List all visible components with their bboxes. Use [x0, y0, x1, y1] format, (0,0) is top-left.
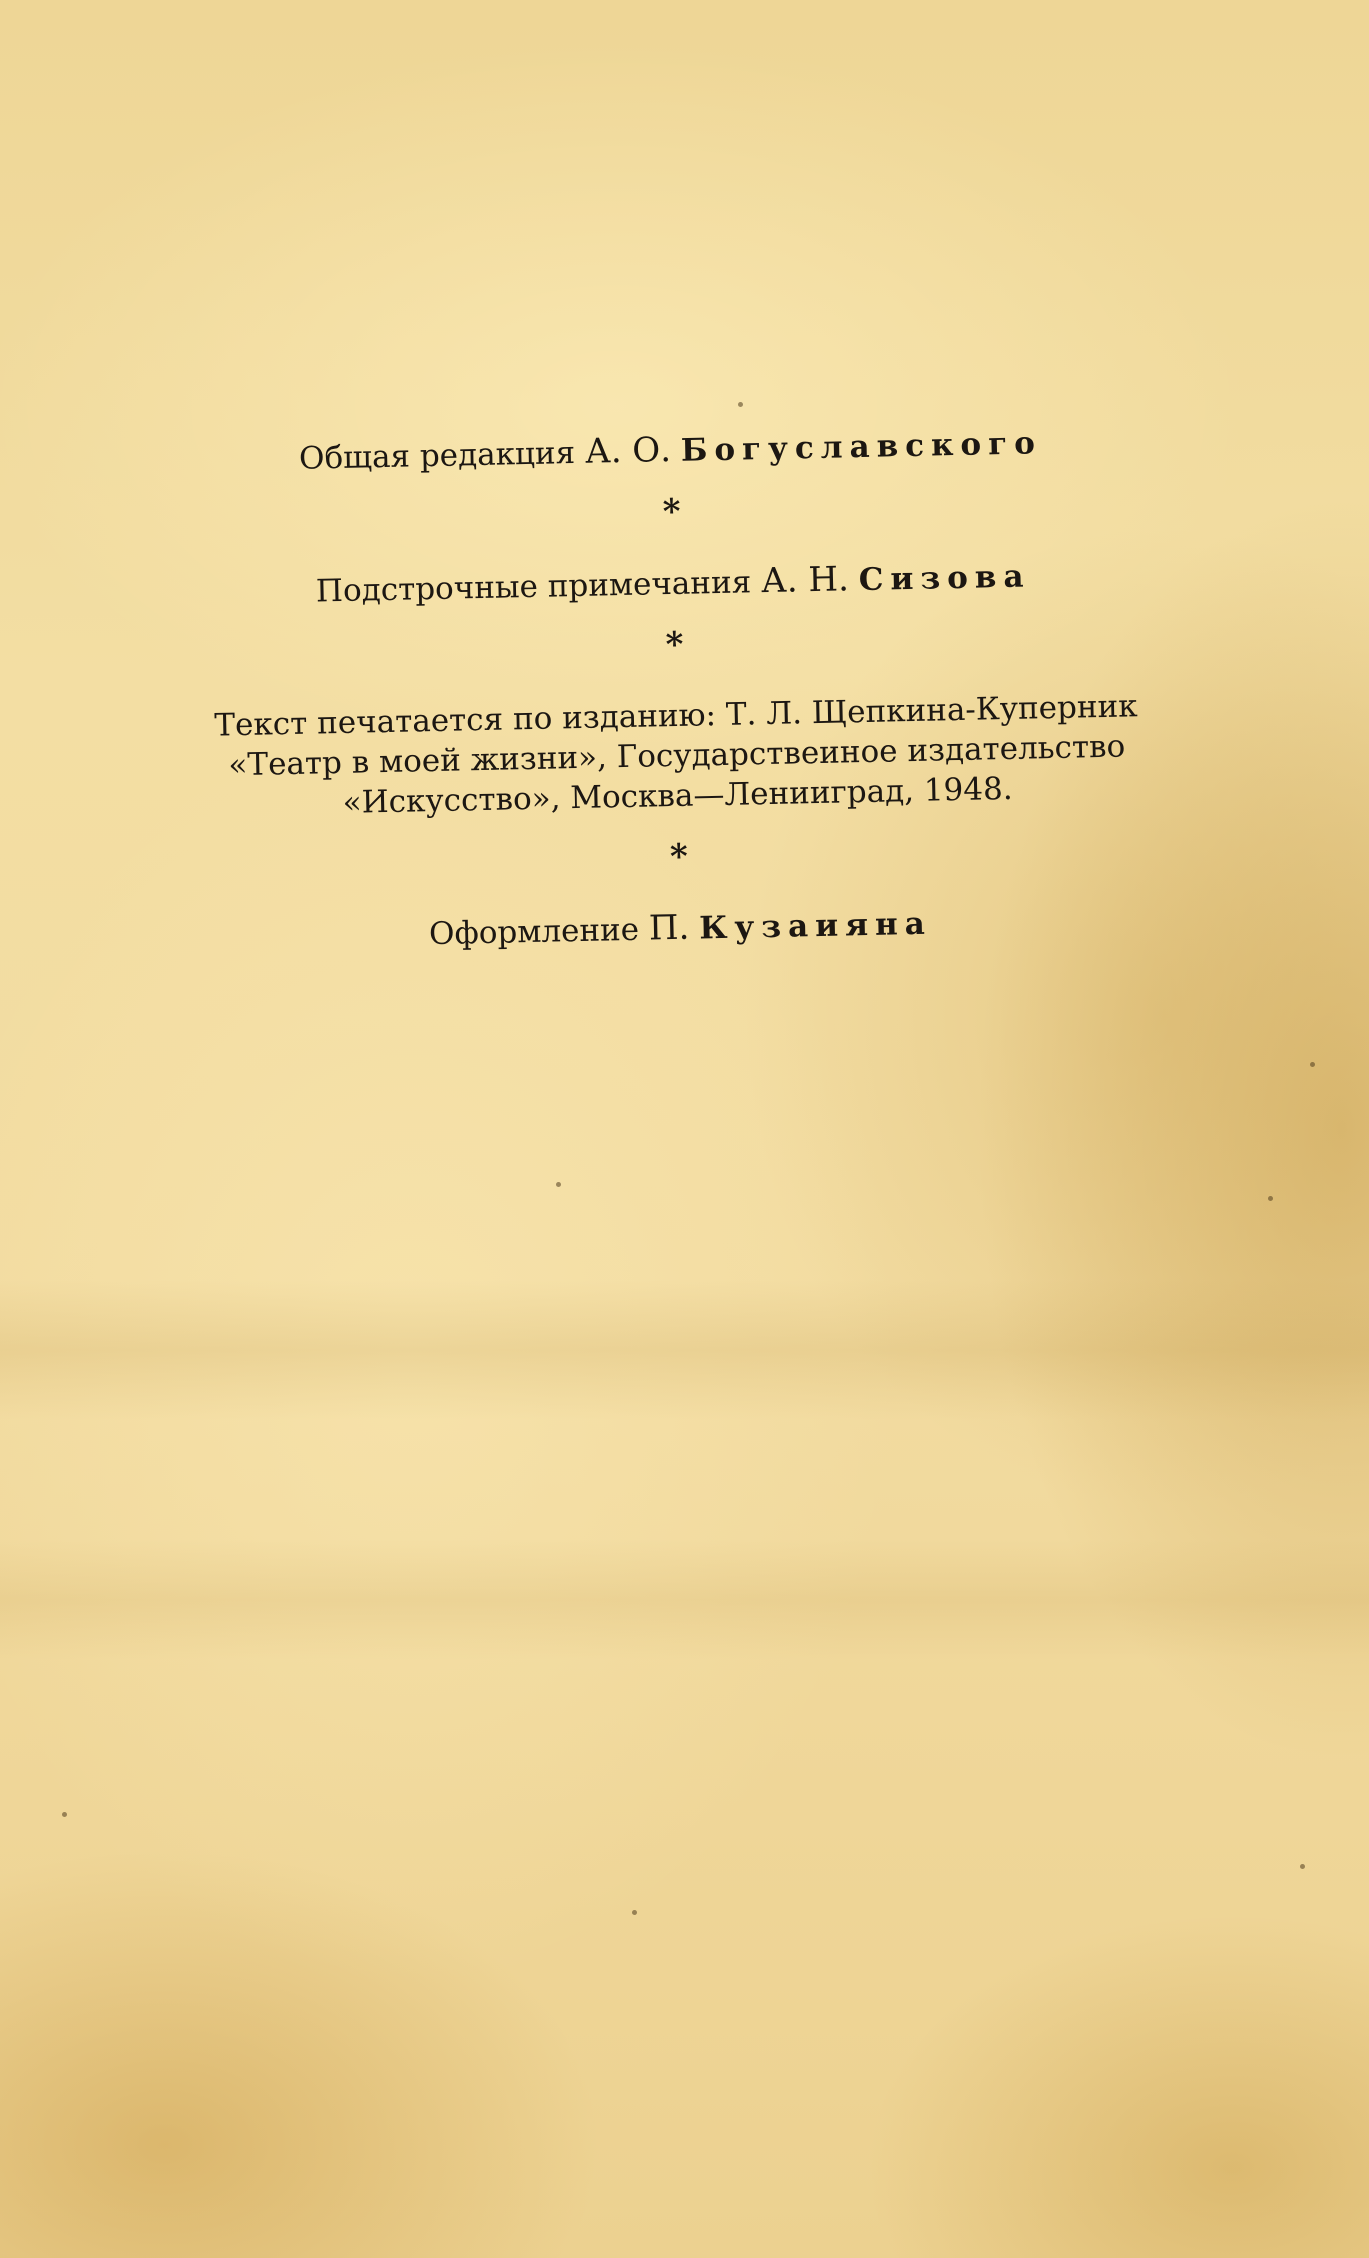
separator-star: *	[662, 491, 682, 533]
editor-prefix: Общая редакция	[298, 434, 576, 477]
paper-speck	[632, 1910, 637, 1915]
design-surname: Кузаияна	[698, 905, 933, 947]
notes-prefix: Подстрочные примечания	[315, 564, 752, 610]
paper-speck	[738, 402, 743, 407]
notes-credit	[143, 552, 1204, 615]
paper-speck	[1268, 1196, 1273, 1201]
source-line: Текст печатается по изданию: Т. Л. Щепкина-Куперник	[214, 688, 1138, 744]
paper-speck	[556, 1182, 561, 1187]
editor-credit	[140, 419, 1201, 482]
paper-fold	[0, 1540, 1369, 1660]
paper-speck	[62, 1812, 67, 1817]
notes-initials: А. Н.	[760, 559, 850, 602]
design-initials: П.	[648, 907, 690, 949]
paper-speck	[1300, 1864, 1305, 1869]
separator-star: *	[665, 624, 684, 666]
design-prefix: Оформление	[428, 911, 640, 953]
paper-speck	[1310, 1062, 1315, 1067]
editor-initials: А. О.	[584, 429, 672, 472]
paper-fold	[0, 1280, 1369, 1420]
source-line: «Искусство», Москва—Лениигpад, 1948.	[342, 770, 1013, 821]
source-note	[146, 685, 1208, 827]
source-line: «Театр в моей жизни», Государствеиное издательство	[228, 728, 1126, 784]
separator-star: *	[669, 836, 689, 878]
notes-surname: Сизова	[858, 558, 1031, 599]
editor-surname: Богуславского	[680, 425, 1043, 469]
imprint-block	[140, 419, 1211, 960]
design-credit	[150, 897, 1211, 960]
